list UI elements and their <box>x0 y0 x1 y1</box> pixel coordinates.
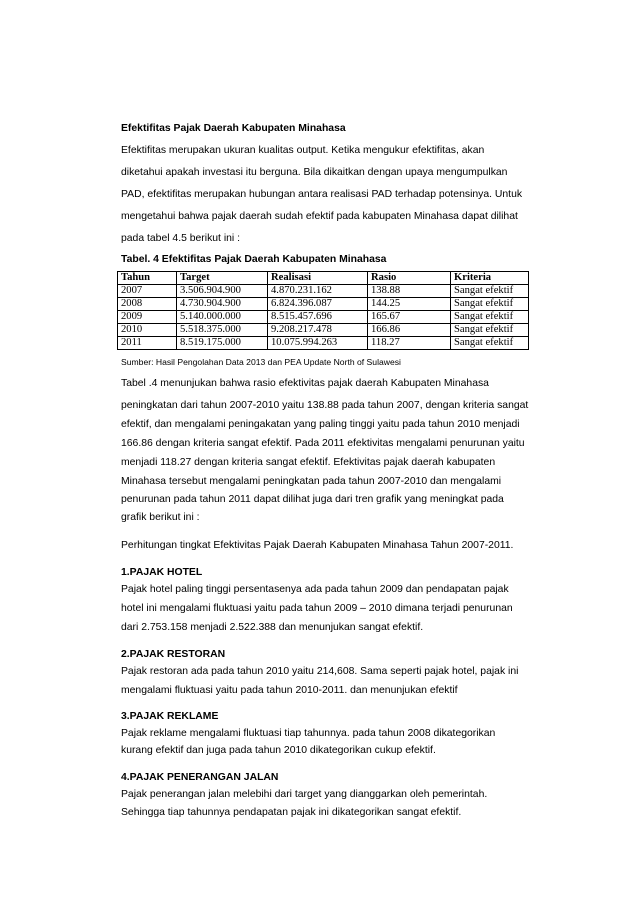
paragraph-line: pada tabel 4.5 berikut ini : <box>121 233 240 244</box>
item-heading-pajak-reklame: 3.PAJAK REKLAME <box>121 711 219 722</box>
column-header: Realisasi <box>268 272 368 285</box>
paragraph-line: mengalami fluktuasi yaitu pada tahun 2010-2011. dan menunjukan efektif <box>121 685 458 696</box>
table-cell: 8.519.175.000 <box>177 337 268 350</box>
table-row <box>118 298 529 311</box>
item-heading-pajak-restoran: 2.PAJAK RESTORAN <box>121 649 226 660</box>
table-cell: 2009 <box>118 311 177 324</box>
paragraph-line: Pajak reklame mengalami fluktuasi tiap tahunnya. pada tahun 2008 dikategorikan <box>121 728 496 739</box>
paragraph-line: Pajak penerangan jalan melebihi dari target yang dianggarkan oleh pemerintah. <box>121 789 488 800</box>
paragraph-line: menjadi 118.27 dengan kriteria sangat efektif. Efektivitas pajak daerah kabupaten <box>121 457 496 468</box>
table-cell: 2008 <box>118 298 177 311</box>
table-row <box>118 285 529 298</box>
table-cell: Sangat efektif <box>451 337 529 350</box>
table-cell: 6.824.396.087 <box>268 298 368 311</box>
paragraph-line: kurang efektif dan juga pada tahun 2010 dikategorikan cukup efektif. <box>121 745 436 756</box>
table-row <box>118 337 529 350</box>
table-cell: Sangat efektif <box>451 298 529 311</box>
table-cell: 10.075.994.263 <box>268 337 368 350</box>
paragraph-line: Pajak restoran ada pada tahun 2010 yaitu 214,608. Sama seperti pajak hotel, pajak ini <box>121 666 519 677</box>
paragraph-line: hotel ini mengalami fluktuasi yaitu pada tahun 2009 – 2010 dimana terjadi penurunan <box>121 603 513 614</box>
paragraph-line: 166.86 dengan kriteria sangat efektif. Pada 2011 efektivitas mengalami penurunan yaitu <box>121 438 525 449</box>
paragraph-line: efektif, dan mengalami peningakatan yang paling tinggi yaitu pada tahun 2010 menjadi <box>121 419 520 430</box>
efektifitas-table <box>117 271 529 350</box>
item-heading-pajak-hotel: 1.PAJAK HOTEL <box>121 567 203 578</box>
column-header: Tahun <box>118 272 177 285</box>
table-cell: 2011 <box>118 337 177 350</box>
table-cell: 118.27 <box>368 337 451 350</box>
paragraph-line: Tabel .4 menunjukan bahwa rasio efektivitas pajak daerah Kabupaten Minahasa <box>121 378 489 389</box>
table-cell: 9.208.217.478 <box>268 324 368 337</box>
table-header-row <box>118 272 529 285</box>
table-cell: 165.67 <box>368 311 451 324</box>
paragraph-line: Sehingga tiap tahunnya pendapatan pajak ini dikategorikan sangat efektif. <box>121 807 462 818</box>
table-cell: Sangat efektif <box>451 311 529 324</box>
table-cell: 8.515.457.696 <box>268 311 368 324</box>
paragraph-line: grafik berikut ini : <box>121 512 200 523</box>
paragraph-line: Pajak hotel paling tinggi persentasenya ada pada tahun 2009 dan pendapatan pajak <box>121 584 509 595</box>
table-source: Sumber: Hasil Pengolahan Data 2013 dan PEA Update North of Sulawesi <box>121 357 401 367</box>
item-heading-pajak-penerangan-jalan: 4.PAJAK PENERANGAN JALAN <box>121 772 279 783</box>
paragraph-line: penurunan pada tahun 2011 dapat dilihat juga dari tren grafik yang meningkat pada <box>121 494 504 505</box>
perhitungan-line: Perhitungan tingkat Efektivitas Pajak Daerah Kabupaten Minahasa Tahun 2007-2011. <box>121 540 514 551</box>
section-heading: Efektifitas Pajak Daerah Kabupaten Minahasa <box>121 123 346 134</box>
table-cell: 144.25 <box>368 298 451 311</box>
table-cell: 5.140.000.000 <box>177 311 268 324</box>
table-cell: 2010 <box>118 324 177 337</box>
paragraph-line: PAD, efektifitas merupakan hubungan antara realisasi PAD terhadap potensinya. Untuk <box>121 189 523 200</box>
table-row <box>118 311 529 324</box>
table-row <box>118 324 529 337</box>
table-cell: 3.506.904.900 <box>177 285 268 298</box>
table-cell: 166.86 <box>368 324 451 337</box>
paragraph-line: diketahui apakah investasi itu berguna. Bila dikaitkan dengan upaya mengumpulkan <box>121 167 508 178</box>
paragraph-line: peningkatan dari tahun 2007-2010 yaitu 138.88 pada tahun 2007, dengan kriteria sangat <box>121 400 529 411</box>
table-cell: 2007 <box>118 285 177 298</box>
table-cell: 4.730.904.900 <box>177 298 268 311</box>
column-header: Rasio <box>368 272 451 285</box>
table-cell: Sangat efektif <box>451 324 529 337</box>
table-cell: 4.870.231.162 <box>268 285 368 298</box>
paragraph-line: dari 2.753.158 menjadi 2.522.388 dan menunjukan sangat efektif. <box>121 622 424 633</box>
table-cell: 138.88 <box>368 285 451 298</box>
paragraph-line: Minahasa tersebut mengalami peningkatan pada tahun 2007-2010 dan mengalami <box>121 476 502 487</box>
paragraph-line: mengetahui bahwa pajak daerah sudah efektif pada kabupaten Minahasa dapat dilihat <box>121 211 518 222</box>
table-cell: Sangat efektif <box>451 285 529 298</box>
column-header: Kriteria <box>451 272 529 285</box>
paragraph-line: Efektifitas merupakan ukuran kualitas output. Ketika mengukur efektifitas, akan <box>121 145 485 156</box>
table-cell: 5.518.375.000 <box>177 324 268 337</box>
column-header: Target <box>177 272 268 285</box>
table-caption: Tabel. 4 Efektifitas Pajak Daerah Kabupaten Minahasa <box>121 254 387 265</box>
